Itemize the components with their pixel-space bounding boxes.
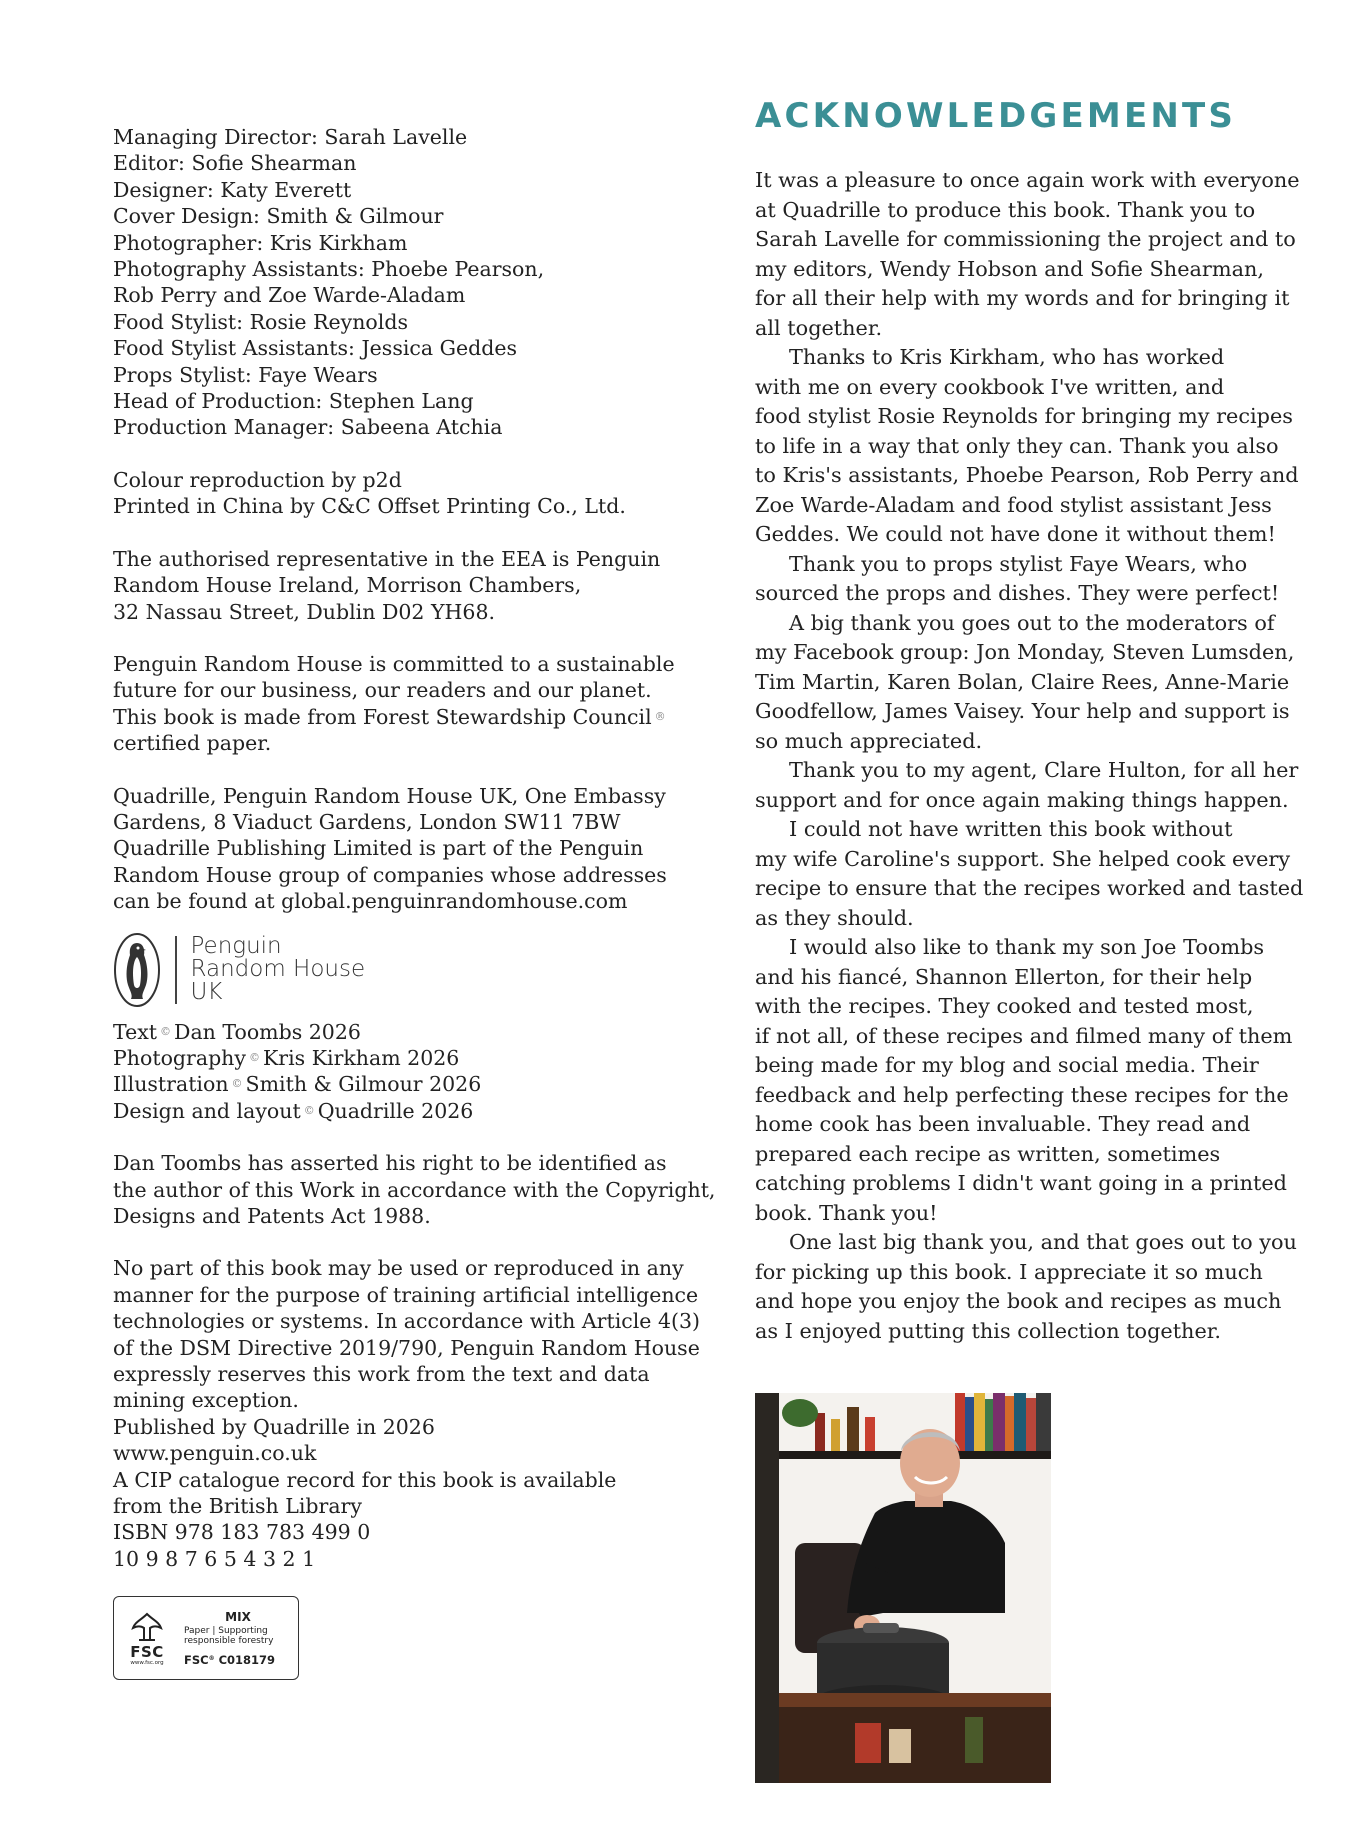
acknowledgements-paragraph <box>755 933 1295 1228</box>
legal-line: mining exception. <box>113 1388 299 1413</box>
paragraph-line: being made for my blog and social media. Their <box>755 1053 1259 1077</box>
paragraph-line: as they should. <box>755 905 914 930</box>
sustainability-line: certified paper. <box>113 731 272 756</box>
author-in-kitchen-image <box>755 1393 1051 1783</box>
paragraph-line: for all their help with my words and for bringing it <box>755 286 1290 310</box>
credit-line: Photography Assistants: Phoebe Pearson, <box>113 257 545 282</box>
acknowledgements-paragraph <box>755 1228 1295 1346</box>
paragraph-line: my editors, Wendy Hobson and Sofie Shearman, <box>755 256 1264 281</box>
printing-info <box>113 467 713 520</box>
logo-divider <box>175 936 177 1004</box>
paragraph-line: prepared each recipe as written, sometimes <box>755 1141 1221 1166</box>
legal-line: technologies or systems. In accordance with Article 4(3) <box>113 1309 701 1334</box>
address-line: Random House group of companies whose addresses <box>113 862 667 887</box>
paragraph-line: sourced the props and dishes. They were perfect! <box>755 581 1280 605</box>
paragraph-line: recipe to ensure that the recipes worked and tasted <box>755 876 1304 900</box>
paragraph-line: with me on every cookbook I've written, and <box>755 374 1225 399</box>
credit-line: Designer: Katy Everett <box>113 177 352 202</box>
credits-list <box>113 124 713 441</box>
acknowledgements-paragraph <box>755 609 1295 757</box>
moral-rights-line: the author of this Work in accordance with the Copyright, <box>113 1177 716 1202</box>
sustainability-line: This book is made from Forest Stewardship Council ® <box>113 704 666 729</box>
registered-mark: ® <box>208 1654 215 1662</box>
acknowledgements-paragraph <box>755 815 1304 933</box>
paragraph-line: my Facebook group: Jon Monday, Steven Lumsden, <box>755 640 1295 664</box>
website-link[interactable]: www.penguin.co.uk <box>113 1441 317 1466</box>
fsc-paper-line: responsible forestry <box>184 1635 274 1646</box>
legal-line: A CIP catalogue record for this book is available <box>113 1467 617 1492</box>
acknowledgements-paragraph <box>755 166 1300 343</box>
credit-line: Cover Design: Smith & Gilmour <box>113 204 444 229</box>
address-line: Quadrille, Penguin Random House UK, One Embassy <box>113 783 666 808</box>
credit-line: Production Manager: Sabeena Atchia <box>113 415 503 440</box>
copyright-line: Design and layout © Quadrille 2026 <box>113 1098 474 1123</box>
eea-representative <box>113 546 713 625</box>
acknowledgements-title: ACKNOWLEDGEMENTS <box>755 96 1237 136</box>
acknowledgements-paragraph <box>755 550 1295 609</box>
fsc-code: FSC® C018179 <box>184 1652 276 1667</box>
paragraph-line: Tim Martin, Karen Bolan, Claire Rees, Anne-Marie <box>755 669 1290 694</box>
credit-line: Head of Production: Stephen Lang <box>113 389 474 414</box>
moral-rights-line: Designs and Patents Act 1988. <box>113 1204 431 1228</box>
paragraph-line: Goodfellow, James Vaisey. Your help and support is <box>755 699 1290 723</box>
credit-line: Photographer: Kris Kirkham <box>113 230 408 255</box>
paragraph-line: at Quadrille to produce this book. Thank you to <box>755 197 1256 222</box>
logo-line: UK <box>190 979 223 1006</box>
spacer <box>113 520 713 546</box>
spacer <box>113 915 713 929</box>
legal-line: No part of this book may be used or reproduced in any <box>113 1256 684 1281</box>
copyright-line: Text © Dan Toombs 2026 <box>113 1019 361 1044</box>
address-line: Quadrille Publishing Limited is part of the Penguin <box>113 836 644 861</box>
legal-line: expressly reserves this work from the text and data <box>113 1362 650 1387</box>
fsc-certification-badge <box>113 1596 299 1680</box>
paragraph-line: catching problems I didn't want going in a printed <box>755 1171 1287 1195</box>
logo-line: Random House <box>190 956 366 983</box>
moral-rights <box>113 1150 716 1229</box>
paragraph-line: Geddes. We could not have done it without them! <box>755 522 1276 546</box>
credit-line: Food Stylist: Rosie Reynolds <box>113 309 408 334</box>
paragraph-line: as I enjoyed putting this collection together. <box>755 1318 1222 1343</box>
paragraph-line: Thank you to my agent, Clare Hulton, for all her <box>789 758 1299 782</box>
spacer <box>113 1124 713 1150</box>
paragraph-line: Thank you to props stylist Faye Wears, who <box>789 551 1248 576</box>
eea-line: 32 Nassau Street, Dublin D02 YH68. <box>113 599 496 624</box>
copyright-mark: © <box>248 1050 260 1064</box>
paragraph-line: to Kris's assistants, Phoebe Pearson, Rob Perry and <box>755 463 1299 487</box>
spacer <box>113 1229 713 1255</box>
paragraph-line: Zoe Warde-Aladam and food stylist assistant Jess <box>755 492 1272 517</box>
acknowledgements-column <box>755 96 1304 1346</box>
paragraph-line: food stylist Rosie Reynolds for bringing my recipes <box>755 404 1293 428</box>
legal-line: Published by Quadrille in 2026 <box>113 1414 435 1439</box>
paragraph-line: all together. <box>755 315 883 340</box>
spacer <box>113 1572 713 1596</box>
paragraph-line: book. Thank you! <box>755 1200 938 1225</box>
acknowledgements-paragraph <box>755 756 1299 815</box>
copyright-list <box>113 1019 713 1125</box>
sustainability-line: future for our business, our readers and our planet. <box>113 678 652 703</box>
credit-line: Rob Perry and Zoe Warde-Aladam <box>113 283 466 308</box>
credit-line: Food Stylist Assistants: Jessica Geddes <box>113 336 518 361</box>
logo-line: Penguin <box>190 933 282 960</box>
paragraph-line: my wife Caroline's support. She helped cook every <box>755 846 1291 871</box>
imprint-column <box>113 124 716 1680</box>
copyright-line: Illustration © Smith & Gilmour 2026 <box>113 1072 482 1097</box>
printing-line: Printed in China by C&C Offset Printing Co., Ltd. <box>113 494 626 519</box>
fsc-mix: MIX <box>225 1609 251 1624</box>
spacer <box>113 1011 713 1019</box>
copyright-mark: © <box>160 1024 172 1038</box>
moral-rights-line: Dan Toombs has asserted his right to be identified as <box>113 1151 667 1176</box>
paragraph-line: One last big thank you, and that goes out to you <box>789 1230 1297 1254</box>
print-line: 10 9 8 7 6 5 4 3 2 1 <box>113 1546 316 1571</box>
eea-line: Random House Ireland, Morrison Chambers, <box>113 573 582 598</box>
fsc-paper-line: Paper | Supporting <box>184 1625 268 1636</box>
legal-line: from the British Library <box>113 1494 362 1519</box>
paragraph-line: I could not have written this book without <box>789 817 1233 841</box>
paragraph-line: Sarah Lavelle for commissioning the project and to <box>755 227 1296 251</box>
acknowledgements-body <box>755 166 1304 1346</box>
paragraph-line: I would also like to thank my son Joe Toombs <box>789 935 1265 959</box>
fsc-details <box>180 1597 298 1679</box>
paragraph-line: home cook has been invaluable. They read and <box>755 1112 1251 1136</box>
address-line: can be found at global.penguinrandomhouse.com <box>113 889 628 914</box>
paragraph-line: Thanks to Kris Kirkham, who has worked <box>789 345 1225 369</box>
credit-line: Managing Director: Sarah Lavelle <box>113 125 468 149</box>
penguin-icon <box>113 931 161 1009</box>
copyright-mark: © <box>303 1103 315 1117</box>
paragraph-line: feedback and help perfecting these recipes for the <box>755 1082 1289 1107</box>
paragraph-line: support and for once again making things happen. <box>755 787 1289 812</box>
copyright-line: Photography © Kris Kirkham 2026 <box>113 1045 460 1070</box>
publisher-address <box>113 783 713 915</box>
fsc-logo <box>114 1597 180 1679</box>
sustainability-line: Penguin Random House is committed to a sustainable <box>113 651 675 676</box>
logo-wordmark <box>191 935 366 1004</box>
paragraph-line: if not all, of these recipes and filmed many of them <box>755 1023 1293 1048</box>
paragraph-line: to life in a way that only they can. Thank you also <box>755 433 1279 458</box>
sustainability-statement <box>113 651 713 757</box>
paragraph-line: and his fiancé, Shannon Ellerton, for their help <box>755 964 1253 989</box>
author-photo <box>755 1393 1051 1783</box>
spacer <box>113 757 713 783</box>
paragraph-line: for picking up this book. I appreciate it so much <box>755 1259 1263 1284</box>
paragraph-line: and hope you enjoy the book and recipes as much <box>755 1289 1282 1313</box>
registered-mark: ® <box>654 709 666 723</box>
legal-notice <box>113 1255 713 1572</box>
eea-line: The authorised representative in the EEA is Penguin <box>113 546 661 571</box>
acknowledgements-paragraph <box>755 343 1299 550</box>
fsc-tree-icon <box>127 1610 167 1644</box>
penguin-random-house-logo <box>113 929 713 1011</box>
credit-line: Props Stylist: Faye Wears <box>113 362 378 387</box>
legal-line: of the DSM Directive 2019/790, Penguin Random House <box>113 1335 700 1360</box>
isbn: ISBN 978 183 783 499 0 <box>113 1520 371 1545</box>
legal-line: manner for the purpose of training artificial intelligence <box>113 1282 699 1307</box>
spacer <box>113 441 713 467</box>
fsc-url: www.fsc.org <box>130 1659 164 1666</box>
credit-line: Editor: Sofie Shearman <box>113 151 357 176</box>
paragraph-line: It was a pleasure to once again work with everyone <box>755 168 1300 192</box>
paragraph-line: with the recipes. They cooked and tested most, <box>755 994 1254 1018</box>
copyright-mark: © <box>231 1077 243 1091</box>
address-line: Gardens, 8 Viaduct Gardens, London SW11 7BW <box>113 809 621 834</box>
printing-line: Colour reproduction by p2d <box>113 467 402 492</box>
paragraph-line: so much appreciated. <box>755 728 983 753</box>
paragraph-line: A big thank you goes out to the moderators of <box>789 610 1275 635</box>
spacer <box>113 625 713 651</box>
fsc-label: FSC <box>130 1642 164 1661</box>
